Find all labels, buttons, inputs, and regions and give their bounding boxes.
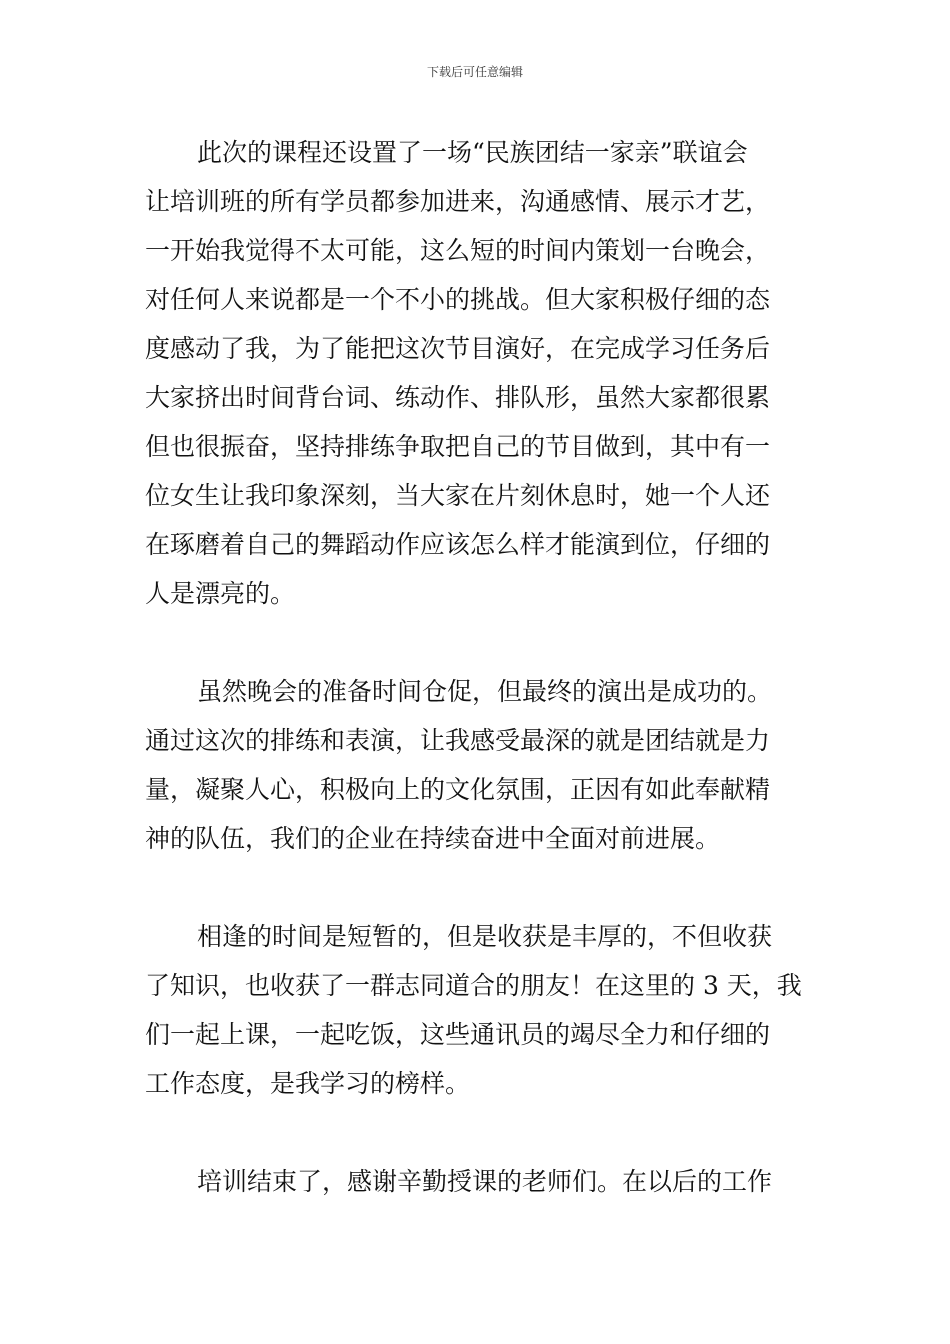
- paragraph-1: [145, 128, 810, 618]
- text-line: 工作态度，是我学习的榜样。: [145, 1069, 471, 1098]
- text-line: 们一起上课，一起吃饭，这些通讯员的竭尽全力和仔细的: [145, 1020, 771, 1049]
- paragraph-2: [145, 667, 810, 863]
- text-line: 此次的课程还设置了一场“民族团结一家亲”联谊会: [197, 138, 748, 167]
- paragraph-3: [145, 912, 810, 1108]
- text-line: 量，凝聚人心，积极向上的文化氛围，正因有如此奉献精: [145, 775, 771, 804]
- text-line: 通过这次的排练和表演，让我感受最深的就是团结就是力: [145, 726, 771, 755]
- page-header: 下载后可任意编辑: [426, 65, 523, 79]
- text-line: 相逢的时间是短暂的，但是收获是丰厚的，不但收获: [197, 922, 773, 951]
- text-line: 人是漂亮的。: [145, 579, 296, 608]
- paragraph-spacer: [145, 863, 810, 912]
- text-line: 位女生让我印象深刻，当大家在片刻休息时，她一个人还: [145, 481, 771, 510]
- paragraph-4: [145, 1157, 810, 1206]
- text-line: 虽然晚会的准备时间仓促，但最终的演出是成功的。: [197, 677, 773, 706]
- text-line: 神的队伍，我们的企业在持续奋进中全面对前进展。: [145, 824, 721, 853]
- paragraph-spacer: [145, 618, 810, 667]
- text-line: 让培训班的所有学员都参加进来，沟通感情、展示才艺，: [145, 187, 771, 216]
- text-line: 了知识，也收获了一群志同道合的朋友！在这里的 3 天，我: [145, 971, 802, 1000]
- document-body: [145, 128, 810, 1206]
- text-line: 在琢磨着自己的舞蹈动作应该怎么样才能演到位，仔细的: [145, 530, 771, 559]
- text-line: 对任何人来说都是一个不小的挑战。但大家积极仔细的态: [145, 285, 771, 314]
- text-line: 培训结束了，感谢辛勤授课的老师们。在以后的工作: [197, 1167, 773, 1196]
- text-line: 但也很振奋，坚持排练争取把自己的节目做到，其中有一: [145, 432, 771, 461]
- text-line: 一开始我觉得不太可能，这么短的时间内策划一台晚会，: [145, 236, 771, 265]
- text-line: 度感动了我，为了能把这次节目演好，在完成学习任务后: [145, 334, 771, 363]
- paragraph-spacer: [145, 1108, 810, 1157]
- text-line: 大家挤出时间背台词、练动作、排队形，虽然大家都很累: [145, 383, 771, 412]
